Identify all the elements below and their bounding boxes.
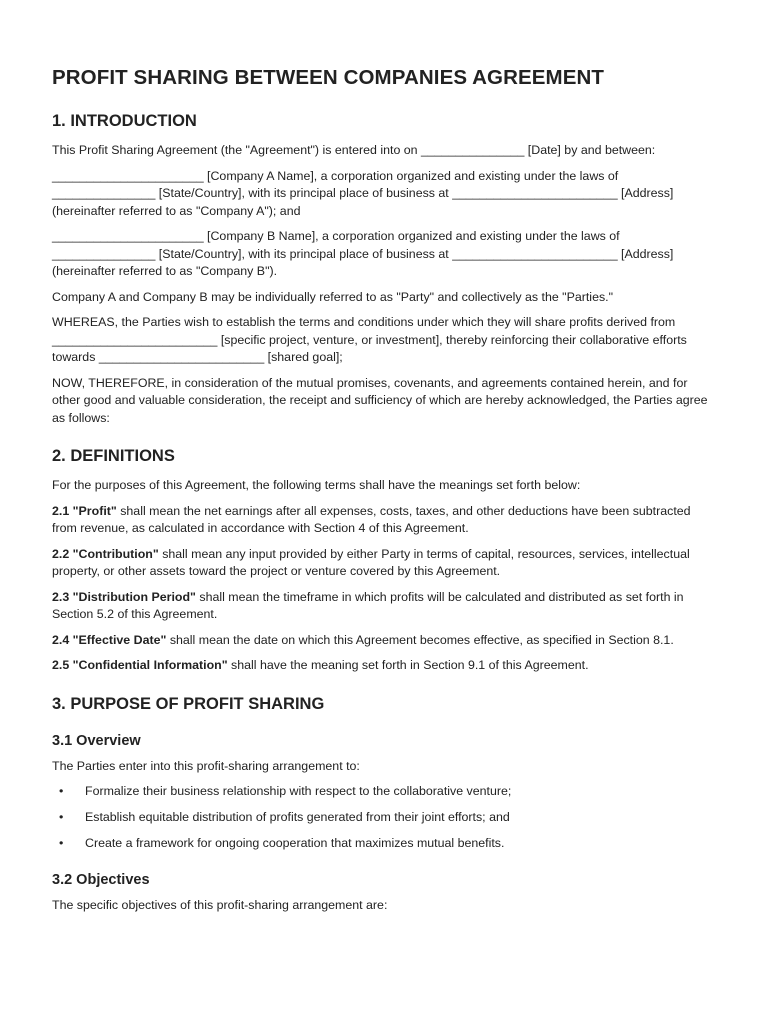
- paragraph: ______________________ [Company B Name], a corporation organized and existing under the laws of _______________ [State/Country], with its principal place of business at ________________________ [Address] (hereinafter referred to as "Company B").: [52, 229, 674, 278]
- definition-item: [52, 546, 718, 581]
- definition-item: [52, 657, 718, 675]
- section-heading: 3. PURPOSE OF PROFIT SHARING: [52, 694, 325, 713]
- paragraph: The specific objectives of this profit-sharing arrangement are:: [52, 897, 388, 912]
- paragraph: Company A and Company B may be individually referred to as "Party" and collectively as the "Parties.": [52, 289, 613, 304]
- definition-item: [52, 503, 718, 538]
- bullet-icon: •: [59, 810, 64, 824]
- list-item-text: Establish equitable distribution of profits generated from their joint efforts; and: [85, 810, 510, 824]
- section-heading: 1. INTRODUCTION: [52, 112, 197, 130]
- subsection-overview: [52, 733, 718, 853]
- list-item: [52, 809, 718, 827]
- document-title: PROFIT SHARING BETWEEN COMPANIES AGREEMENT: [52, 66, 605, 89]
- section-purpose: [52, 695, 718, 915]
- section-definitions: [52, 447, 718, 675]
- definition-text: shall mean the net earnings after all expenses, costs, taxes, and other deductions have been subtracted from revenue, as calculated in accordance with Section 4 of this Agreement.: [52, 503, 691, 535]
- bullet-list: [52, 783, 718, 853]
- definition-term: 2.3 "Distribution Period": [52, 589, 196, 604]
- section-introduction: [52, 112, 718, 427]
- definition-item: [52, 589, 718, 624]
- list-item: [52, 835, 718, 853]
- definition-term: 2.1 "Profit": [52, 503, 117, 518]
- paragraph: The Parties enter into this profit-sharing arrangement to:: [52, 758, 360, 773]
- definition-text: shall mean the date on which this Agreement becomes effective, as specified in Section 8.1.: [166, 632, 674, 647]
- subsection-heading: 3.2 Objectives: [52, 871, 150, 888]
- subsection-objectives: [52, 872, 718, 915]
- list-item: [52, 783, 718, 801]
- paragraph: For the purposes of this Agreement, the following terms shall have the meanings set forth below:: [52, 478, 581, 492]
- bullet-icon: •: [59, 836, 64, 850]
- paragraph: ______________________ [Company A Name], a corporation organized and existing under the laws of _______________ [State/Country], with its principal place of business at ________________________ [Address] (hereinafter referred to as "Company A"); and: [52, 168, 674, 218]
- definition-term: 2.2 "Contribution": [52, 546, 159, 561]
- definition-text: shall have the meaning set forth in Section 9.1 of this Agreement.: [227, 658, 589, 672]
- list-item-text: Create a framework for ongoing cooperation that maximizes mutual benefits.: [85, 836, 505, 850]
- paragraph: NOW, THEREFORE, in consideration of the mutual promises, covenants, and agreements contained herein, and for other good and valuable consideration, the receipt and sufficiency of which are hereby acknowledged, the Parties agree as follows:: [52, 375, 708, 425]
- definition-text: shall mean the timeframe in which profits will be calculated and distributed as set forth in Section 5.2 of this Agreement.: [52, 589, 684, 621]
- paragraph: WHEREAS, the Parties wish to establish the terms and conditions under which they will share profits derived from ________________________ [specific project, venture, or investment], thereby reinforcing their collaborative efforts towards ________________________ [shared goal];: [52, 315, 687, 364]
- list-item-text: Formalize their business relationship with respect to the collaborative venture;: [85, 784, 512, 798]
- document-page: [52, 66, 718, 922]
- subsection-heading: 3.1 Overview: [52, 732, 141, 749]
- definition-term: 2.5 "Confidential Information": [52, 658, 228, 672]
- definition-term: 2.4 "Effective Date": [52, 632, 167, 647]
- bullet-icon: •: [59, 784, 64, 798]
- paragraph: This Profit Sharing Agreement (the "Agreement") is entered into on _______________ [Date] by and between:: [52, 143, 656, 157]
- section-heading: 2. DEFINITIONS: [52, 447, 175, 465]
- definition-item: [52, 632, 718, 650]
- definition-text: shall mean any input provided by either Party in terms of capital, resources, services, intellectual property, or other assets toward the project or venture covered by this Agreement.: [52, 546, 690, 578]
